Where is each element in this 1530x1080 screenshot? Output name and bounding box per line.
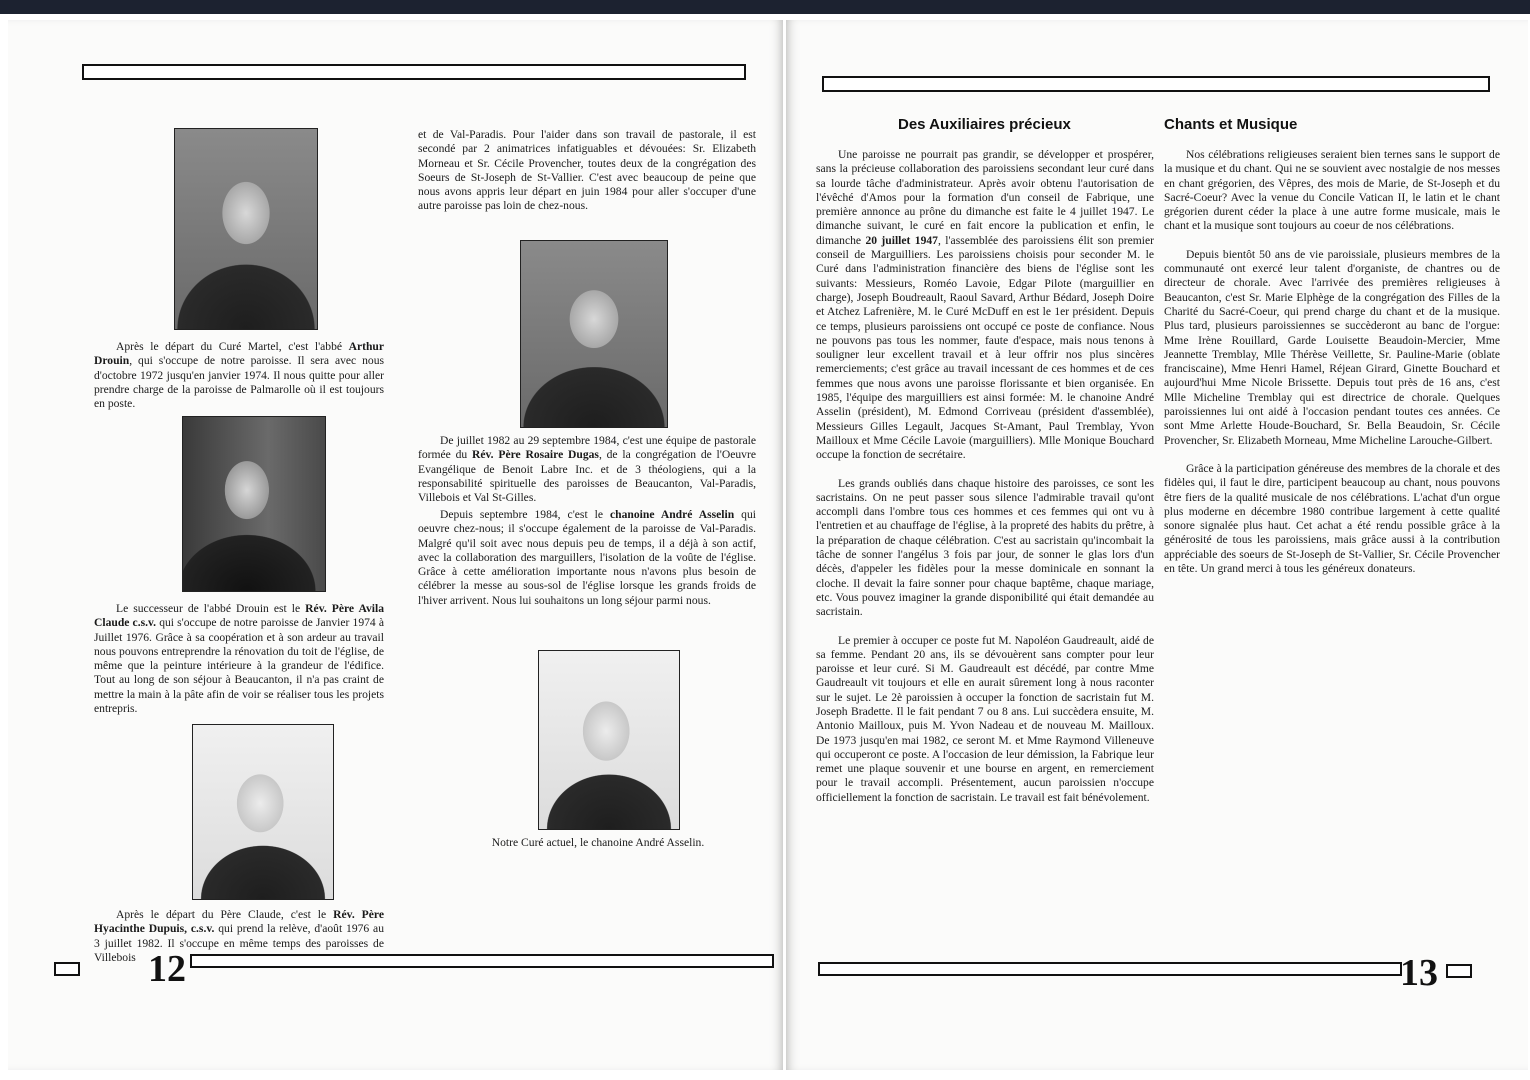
paragraph-claude: Le successeur de l'abbé Drouin est le Rév. Père Avila Claude c.s.v. qui s'occupe de notre paroisse de Janvier 1974 à Juillet 1976. Grâce à sa coopération et à son ardeur au travail nous pouvons entreprendre la rénovation du toit de l'église, de même que la peinture intérieure à la grandeur de l'édifice. Tout au long de son séjour à Beaucanton, il n'a pas craint de mettre la main à la pâte afin de voir se réaliser tous les projets entrepris. [94,602,384,716]
column-right-1 [418,128,756,214]
paragraph-asselin: Depuis septembre 1984, c'est le chanoine André Asselin qui oeuvre chez-nous; il s'occupe également de la paroisse de Val-Paradis. Malgré qu'il soit avec nous depuis peu de temps, il a déjà à son actif, avec la collaboration des marguillers, l'isolation de la voûte de l'église. Grâce à cette amélioration importante nous n'avons plus besoin de célébrer la messe au sous-sol de l'église lorsque les grands froids de l'hiver arrivent. Nous lui souhaitons un long séjour parmi nous. [418,508,756,607]
column-left-2 [94,602,384,716]
paragraph-gaudreault: Le premier à occuper ce poste fut M. Napoléon Gaudreault, aidé de sa femme. Pendant 20 ans, ils se dévouèrent sans compter pour leur paroisse et leur curé. Si M. Gaudreault est décédé, par contre Mme Gaudreault vit toujours et elle en aurait sûrement long à nous raconter sur le sujet. Le 2è paroissien à occuper la fonction de sacristain fut M. Joseph Bradette. Il le fait pendant 7 ou 8 ans. Lui succèdera ensuite, M. Antonio Mailloux, puis M. Yvon Nadeau et de nouveau M. Mailloux. De 1973 jusqu'en mai 1982, ce seront M. et Mme Raymond Villeneuve qui occuperont ce poste. A l'occasion de leur démission, la Fabrique leur remet une plaque souvenir et une bourse en argent, en remerciement pour le travail accompli. Présentement, aucun paroissien n'occupe officiellement la fonction de sacristain. Le travail est fait bénévolement. [816,633,1154,804]
column-left-1 [94,340,384,411]
portrait-hyacinthe-dupuis [192,724,334,900]
heading-auxiliaires: Des Auxiliaires précieux [898,116,1071,133]
right-page [786,20,1528,1070]
bottom-rule [190,954,774,968]
column-auxiliaires [816,148,1154,805]
top-rule [822,76,1490,92]
paragraph-drouin: Après le départ du Curé Martel, c'est l'abbé Arthur Drouin, qui s'occupe de notre paroisse. Il sera avec nous d'octobre 1972 jusqu'en janvier 1974. Il nous quitte pour aller prendre charge de la paroisse de Palmarolle où il est toujours en poste. [94,340,384,411]
left-page [8,20,783,1070]
bottom-rule [818,962,1402,976]
paragraph-celebrations: Nos célébrations religieuses seraient bien ternes sans le support de la musique et du chant. Qui ne se souvient avec nostalgie de nos messes en chant grégorien, des Vêpres, des mois de Marie, de St-Joseph et du Sacré-Coeur? Avec la venue du Concile Vatican II, le latin et le chant grégorien durent céder la place à une autre forme musicale, mais le chant et la musique sont toujours au coeur de nos célébrations. [1164,148,1500,233]
heading-chants: Chants et Musique [1164,116,1298,133]
page-number: 13 [1400,952,1438,994]
page-number: 12 [148,948,186,990]
portrait-avila-claude [182,416,326,592]
top-rule [82,64,746,80]
caption-asselin: Notre Curé actuel, le chanoine André Asselin. [491,836,705,849]
column-right-2 [418,434,756,505]
paragraph-dupuis: Après le départ du Père Claude, c'est le Rév. Père Hyacinthe Dupuis, c.s.v. qui prend la relève, d'août 1976 au 3 juillet 1982. Il s'occupe en même temps des paroisses de Villebois [94,908,384,964]
scanner-top-edge [0,0,1530,14]
paragraph-dugas: De juillet 1982 au 29 septembre 1984, c'est une équipe de pastorale formée du Rév. Père Rosaire Dugas, de la congrégation de l'Oeuvre Evangélique de Benoit Labre Inc. et de 3 théologiens, qui a la responsabilité spirituelle des paroisses de Beaucanton, Val-Paradis, Villebois et Val St-Gilles. [418,434,756,505]
paragraph-sacristains: Les grands oubliés dans chaque histoire des paroisses, ce sont les sacristains. On ne peut passer sous silence l'admirable travail qu'ont accompli dans l'ombre tous ces hommes et ces femmes qui ont vu à l'entretien et au chauffage de l'église, à la propreté des habits du prêtre, à la préparation de chaque célébration. C'est au sacristain qu'incombait la tâche de sonner l'angélus 3 fois par jour, de sonner le glas lors d'un décès, d'appeler les fidèles pour la messe dominicale en sonnant la cloche. Il devait la faire sonner pour chaque baptême, chaque mariage, etc. Vous pouvez imaginer la grande disponibilité qui était demandée au sacristain. [816,476,1154,619]
paragraph-val-paradis: et de Val-Paradis. Pour l'aider dans son travail de pastorale, il est secondé par 2 animatrices infatiguables et dévouées: Sr. Elizabeth Morneau et Sr. Cécile Provencher, toutes deux de la congrégation des Soeurs de St-Joseph de St-Vallier. C'est avec beaucoup de peine que nous avons appris leur départ en juin 1984 pour aller s'occuper d'une autre paroisse pas loin de chez-nous. [418,128,756,213]
column-chants [1164,148,1500,576]
portrait-rosaire-dugas [520,240,668,428]
paragraph-marguilliers: Une paroisse ne pourrait pas grandir, se développer et prospérer, sans la précieuse collaboration des paroissiens secondant leur curé dans sa lourde tâche d'administrateur. Après avoir obtenu l'autorisation de l'évêché d'Amos pour la formation d'un conseil de Fabrique, une première annonce au prône du dimanche est faite le 4 juillet 1947. Le dimanche suivant, le curé en fait encore la publication et enfin, le dimanche 20 juillet 1947, l'assemblée des paroissiens élit son premier conseil de Marguilliers. Les paroissiens choisis pour seconder M. le Curé dans l'administration financière des biens de l'église sont les suivants: Messieurs, Roméo Lavoie, Edgar Pilote (marguillier en charge), Joseph Boudreault, Raoul Savard, Arthur Bédard, Joseph Doire et Atchez Lafrenière, M. le Curé McDuff en est le 1er président. Depuis ce temps, plusieurs paroissiens ont occupé ce poste de confiance. Nous ne pouvons pas tous les nommer, faute d'espace, mais nous tenons à souligner leur excellent travail et à leur offrir nos plus sincères remerciements; c'est grâce au travail incessant de ces hommes et de ces femmes que nous avons une paroisse florissante et bien organisée. En 1985, l'équipe des marguilliers est ainsi formée: M. le chanoine André Asselin (président), M. Edmond Corriveau (président d'assemblée), Messieurs Gilles Legault, Jacques St-Amant, Paul Tremblay, Yvon Mailloux et Mme Cécile Lavoie (marguilliers). Mlle Monique Bouchard occupe la fonction de secrétaire. [816,148,1155,462]
column-right-3 [418,508,756,608]
portrait-andre-asselin [538,650,680,830]
paragraph-organistes: Depuis bientôt 50 ans de vie paroissiale, plusieurs membres de la communauté ont exercé leur talent d'organiste, de chantres ou de directeur de chorale. Avec l'arrivée des premières religieuses à Beaucanton, c'est Sr. Marie Elphège de la congrégation des Filles de la Charité du Sacré-Coeur, qui prend charge du chant et de la musique. Plus tard, plusieurs paroissiennes se succèderont au banc de l'orgue: Mme Irène Rouillard, Garde Louisette Beaudoin-Mercier, Mme Jeannette Tremblay, Mlle Thérèse Veillette, Sr. Pauline-Marie (oblate franciscaine), Mme Henri Hamel, Réjean Girard, Ginette Bouchard et aujourd'hui Mme Nicole Brissette. Depuis tout près de 16 ans, c'est Mlle Micheline Tremblay qui est directrice de chorale. Quelques paroissiennes lui ont aidé à l'occasion pendant toutes ces années. Ce sont Mme Arlette Houde-Bouchard, Sr. Bella Beaudoin, Sr. Cécile Provencher, Sr. Elizabeth Morneau, Mme Micheline Larouche-Gilbert. [1164,247,1500,447]
bottom-rule-small [54,962,80,976]
portrait-arthur-drouin [174,128,318,330]
paragraph-orgue: Grâce à la participation généreuse des membres de la chorale et des fidèles qui, il faut le dire, participent beaucoup au chant, nous pouvons être fiers de la qualité musicale de nos célébrations. L'achat d'un orgue plus moderne en décembre 1980 contribue largement à cette qualité sonore signalée plus haut. Cet achat a été rendu possible grâce à la générosité de tous les paroissiens, mais grâce aussi à la contribution appréciable des soeurs de St-Joseph de St-Vallier, Sr. Cécile Provencher en tête. Un grand merci à tous les généreux donateurs. [1164,461,1500,576]
bottom-rule-small [1446,964,1472,978]
